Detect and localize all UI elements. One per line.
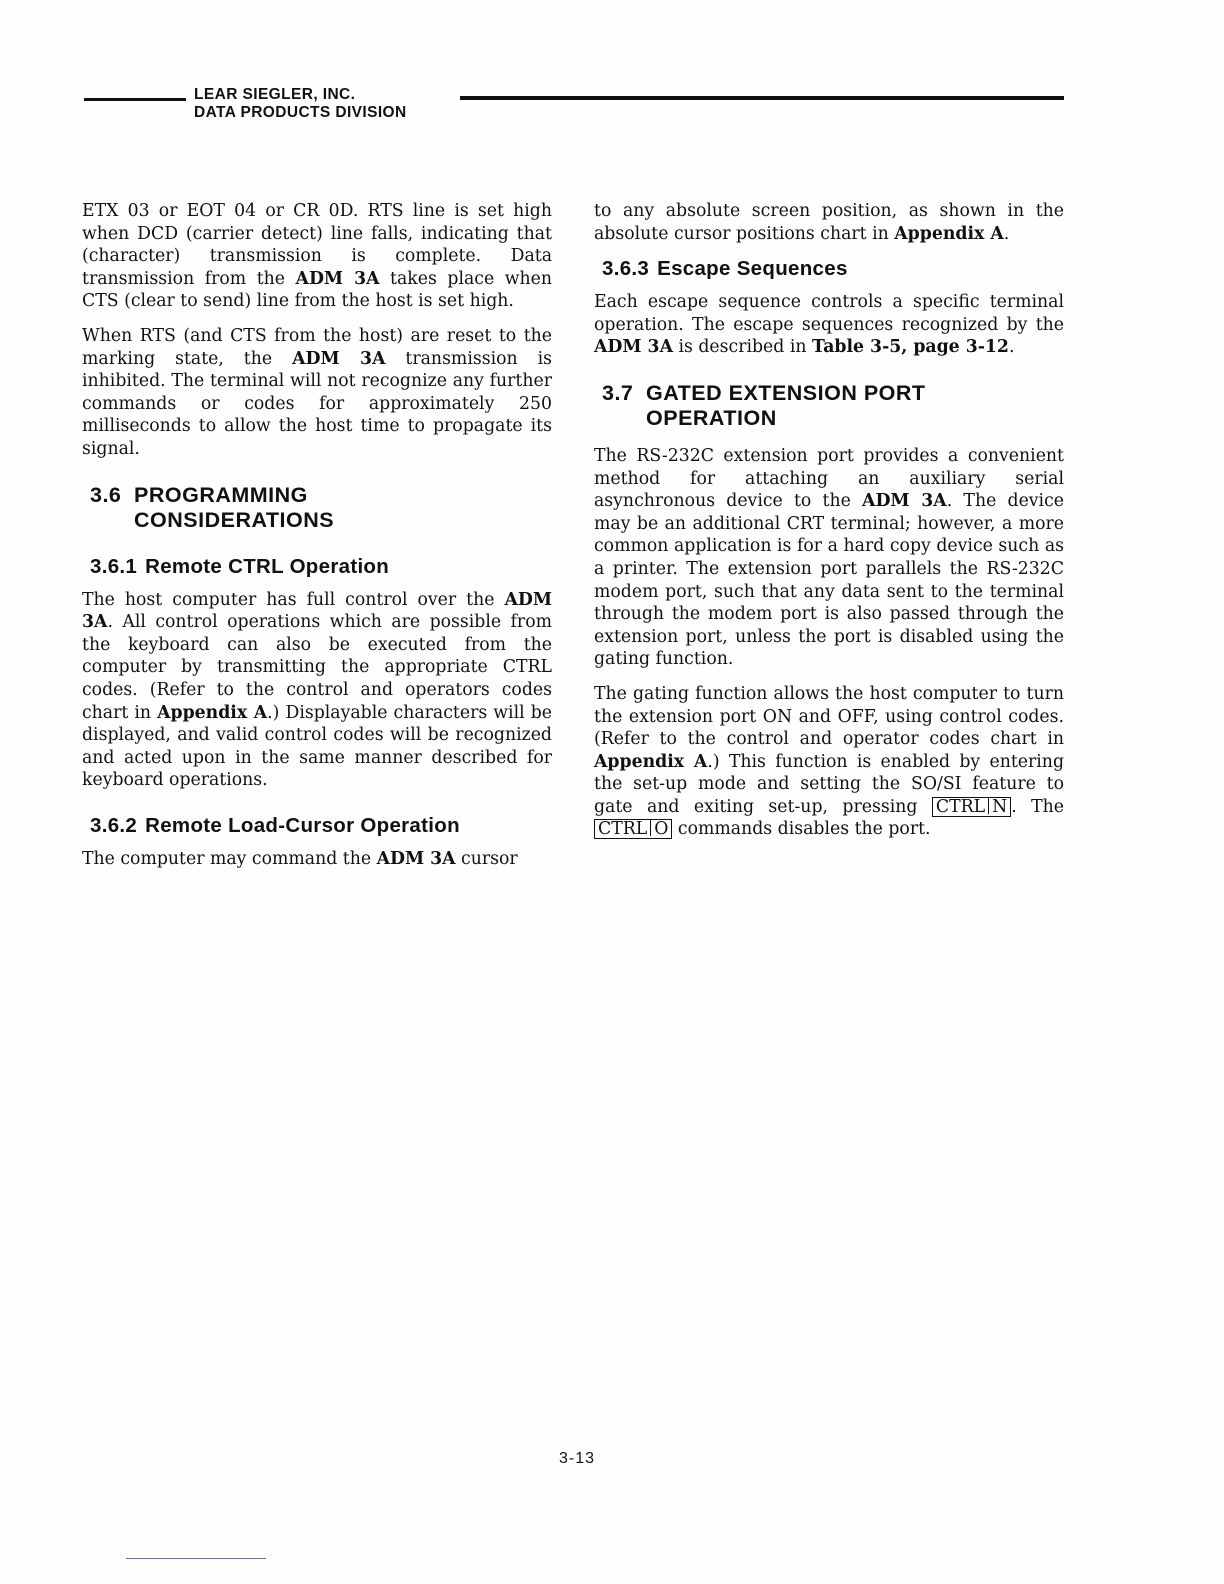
page-number: 3-13 [558, 1450, 596, 1467]
paragraph-rts-cts-reset: When RTS (and CTS from the host) are reset to the marking state, the ADM 3A transmission is inhibited. The terminal will not recognize any further commands or codes for approximately 250 milliseconds to allow the host time to propagate its signal. [82, 325, 552, 459]
paragraph-extension-port: The RS-232C extension port provides a convenient method for attaching an auxiliary serial asynchronous device to the ADM 3A. The device may be an additional CRT terminal; however, a more common application is for a hard copy device such as a printer. The extension port parallels the RS-232C modem port, such that any data sent to the terminal through the modem port is also passed through the extension port, unless the port is disabled using the gating function. [594, 445, 1064, 670]
ctrl-n-key: CTRL N [932, 797, 1011, 817]
division-name: DATA PRODUCTS DIVISION [194, 104, 407, 121]
ctrl-o-key: CTRL O [594, 819, 672, 839]
section-heading-3-6: 3.6 PROGRAMMING CONSIDERATIONS [90, 482, 335, 532]
section-heading-3-6-3: 3.6.3 Escape Sequences [602, 257, 848, 281]
section-heading-3-6-1: 3.6.1 Remote CTRL Operation [90, 554, 390, 578]
header-rule-right [460, 96, 1064, 100]
paragraph-escape-sequences: Each escape sequence controls a specific terminal operation. The escape sequences recognized by the ADM 3A is described in Table 3-5, page 3-12. [594, 292, 1064, 358]
footer-rule [126, 1558, 266, 1559]
paragraph-rts-dcd: ETX 03 or EOT 04 or CR 0D. RTS line is set high when DCD (carrier detect) line falls, indicating that (character) transmission is complete. Data transmission from the ADM 3A takes place when CTS (clear to send) line from the host is set high. [82, 201, 552, 312]
section-heading-3-7: 3.7 GATED EXTENSION PORT OPERATION [602, 380, 926, 430]
letterhead [194, 86, 407, 122]
paragraph-remote-ctrl: The host computer has full control over the ADM 3A. All control operations which are possible from the keyboard can also be executed from the computer by transmitting the appropriate CTRL codes. (Refer to the control and operators codes chart in Appendix A.) Displayable characters will be displayed, and valid control codes will be recognized and acted upon in the same manner described for keyboard operations. [82, 589, 552, 791]
company-name: LEAR SIEGLER, INC. [194, 86, 356, 103]
left-column [82, 200, 552, 882]
section-heading-3-6-2: 3.6.2 Remote Load-Cursor Operation [90, 813, 460, 837]
paragraph-load-cursor: The computer may command the ADM 3A cursor [82, 848, 518, 869]
right-column [594, 200, 1064, 853]
header-rule-left [84, 98, 186, 101]
paragraph-gating-function: The gating function allows the host computer to turn the extension port ON and OFF, using control codes. (Refer to the control and operator codes chart in Appendix A.) This function is enabled by entering the set-up mode and setting the SO/SI feature to gate and exiting set-up, pressing CTRL N . The CTRL O commands disables the port. [594, 683, 1065, 840]
paragraph-cursor-position: to any absolute screen position, as shown in the absolute cursor positions chart in Appendix A. [594, 201, 1064, 244]
